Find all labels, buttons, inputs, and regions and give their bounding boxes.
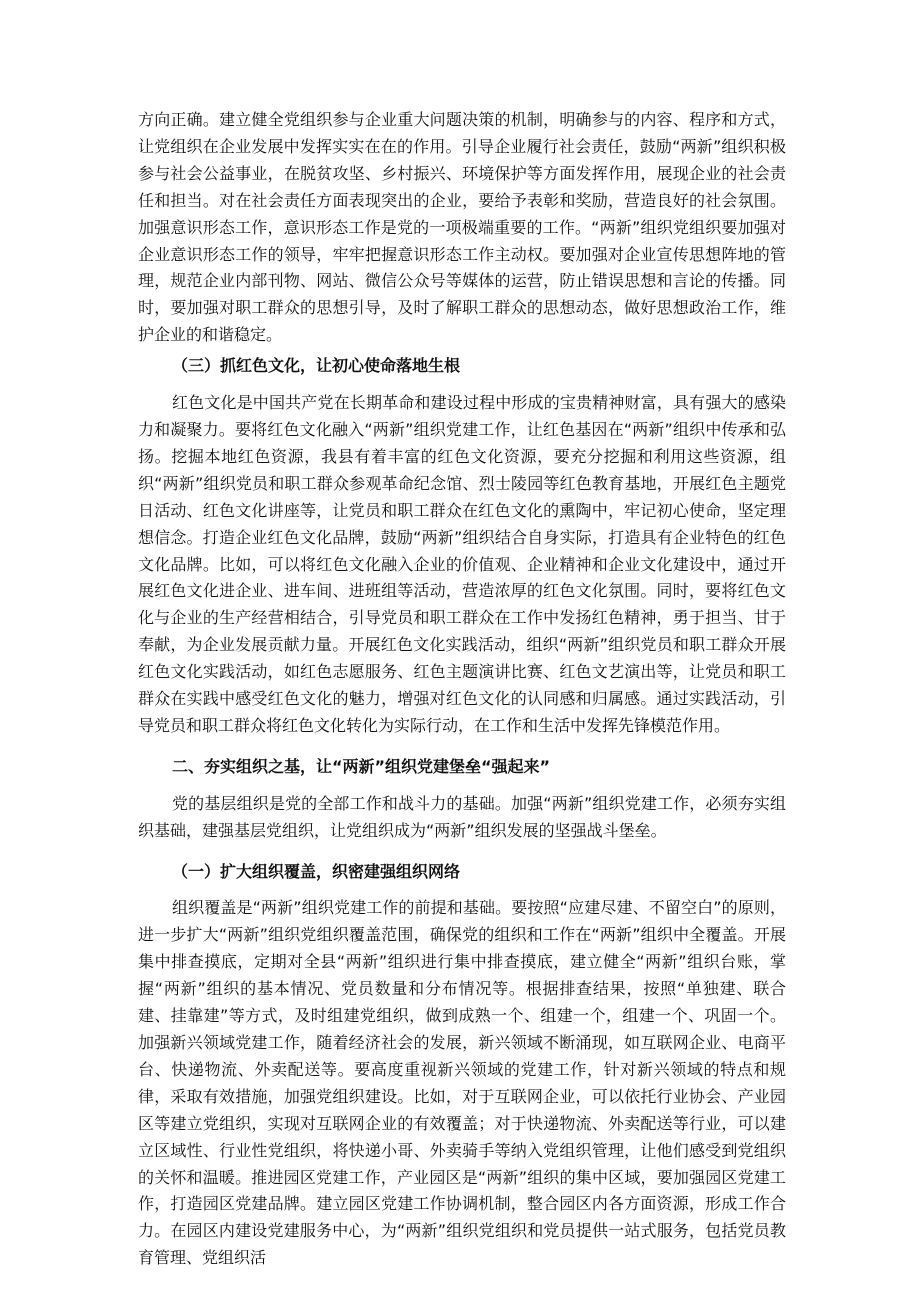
chapter-heading-organization: 二、夯实组织之基，让“两新”组织党建堡垒“强起来” <box>172 756 551 776</box>
paragraph-coverage: 组织覆盖是“两新”组织党建工作的前提和基础。要按照“应建尽建、不留空白”的原则，进一步扩大“两新”组织党组织覆盖范围，确保党的组织和工作在“两新”组织中全覆盖。开展集中排查摸底，定期对全县“两新”组织进行集中排查摸底，建立健全“两新”组织台账，掌握“两新”组织的基本情况、党员数量和分布情况等。根据排查结果，按照“单独建、联合建、挂靠建”等方式，及时组建党组织，做到成熟一个、组建一个，组建一个、巩固一个。加强新兴领域党建工作，随着经济社会的发展，新兴领域不断涌现，如互联网企业、电商平台、快递物流、外卖配送等。要高度重视新兴领域的党建工作，针对新兴领域的特点和规律，采取有效措施，加强党组织建设。比如，对于互联网企业，可以依托行业协会、产业园区等建立党组织，实现对互联网企业的有效覆盖；对于快递物流、外卖配送等行业，可以建立区域性、行业性党组织，将快递小哥、外卖骑手等纳入党组织管理，让他们感受到党组织的关怀和温暖。推进园区党建工作，产业园区是“两新”组织的集中区域，要加强园区党建工作，打造园区党建品牌。建立园区党建工作协调机制，整合园区内各方面资源，形成工作合力。在园区内建设党建服务中心，为“两新”组织党组织和党员提供一站式服务，包括党员教育管理、党组织活 <box>138 898 786 1268</box>
section-heading-coverage: （一）扩大组织覆盖，织密建强组织网络 <box>172 861 461 881</box>
paragraph-red-culture: 红色文化是中国共产党在长期革命和建设过程中形成的宝贵精神财富，具有强大的感染力和凝聚力。要将红色文化融入“两新”组织党建工作，让红色基因在“两新”组织中传承和弘扬。挖掘本地红色资源，我县有着丰富的红色文化资源，要充分挖掘和利用这些资源，组织“两新”组织党员和职工群众参观革命纪念馆、烈士陵园等红色教育基地，开展红色主题党日活动、红色文化讲座等，让党员和职工群众在红色文化的熏陶中，牢记初心使命，坚定理想信念。打造企业红色文化品牌，鼓励“两新”组织结合自身实际，打造具有企业特色的红色文化品牌。比如，可以将红色文化融入企业的价值观、企业精神和企业文化建设中，通过开展红色文化进企业、进车间、进班组等活动，营造浓厚的红色文化氛围。同时，要将红色文化与企业的生产经营相结合，引导党员和职工群众在工作中发扬红色精神，勇于担当、甘于奉献，为企业发展贡献力量。开展红色文化实践活动，组织“两新”组织党员和职工群众开展红色文化实践活动，如红色志愿服务、红色主题演讲比赛、红色文艺演出等，让党员和职工群众在实践中感受红色文化的魅力，增强对红色文化的认同感和归属感。通过实践活动，引导党员和职工群众将红色文化转化为实际行动，在工作和生活中发挥先锋模范作用。 <box>138 393 786 735</box>
paragraph-responsibility: 方向正确。建立健全党组织参与企业重大问题决策的机制，明确参与的内容、程序和方式，让党组织在企业发展中发挥实实在在的作用。引导企业履行社会责任，鼓励“两新”组织积极参与社会公益事业，在脱贫攻坚、乡村振兴、环境保护等方面发挥作用，展现企业的社会责任和担当。对在社会责任方面表现突出的企业，要给予表彰和奖励，营造良好的社会氛围。加强意识形态工作，意识形态工作是党的一项极端重要的工作。“两新”组织党组织要加强对企业意识形态工作的领导，牢牢把握意识形态工作主动权。要加强对企业宣传思想阵地的管理，规范企业内部刊物、网站、微信公众号等媒体的运营，防止错误思想和言论的传播。同时，要加强对职工群众的思想引导，及时了解职工群众的思想动态，做好思想政治工作，维护企业的和谐稳定。 <box>138 110 786 345</box>
paragraph-organization-foundation: 党的基层组织是党的全部工作和战斗力的基础。加强“两新”组织党建工作，必须夯实组织基础，建强基层党组织，让党组织成为“两新”组织发展的坚强战斗堡垒。 <box>138 793 786 840</box>
section-heading-red-culture: （三）抓红色文化，让初心使命落地生根 <box>172 356 461 376</box>
document-body <box>138 107 786 1272</box>
